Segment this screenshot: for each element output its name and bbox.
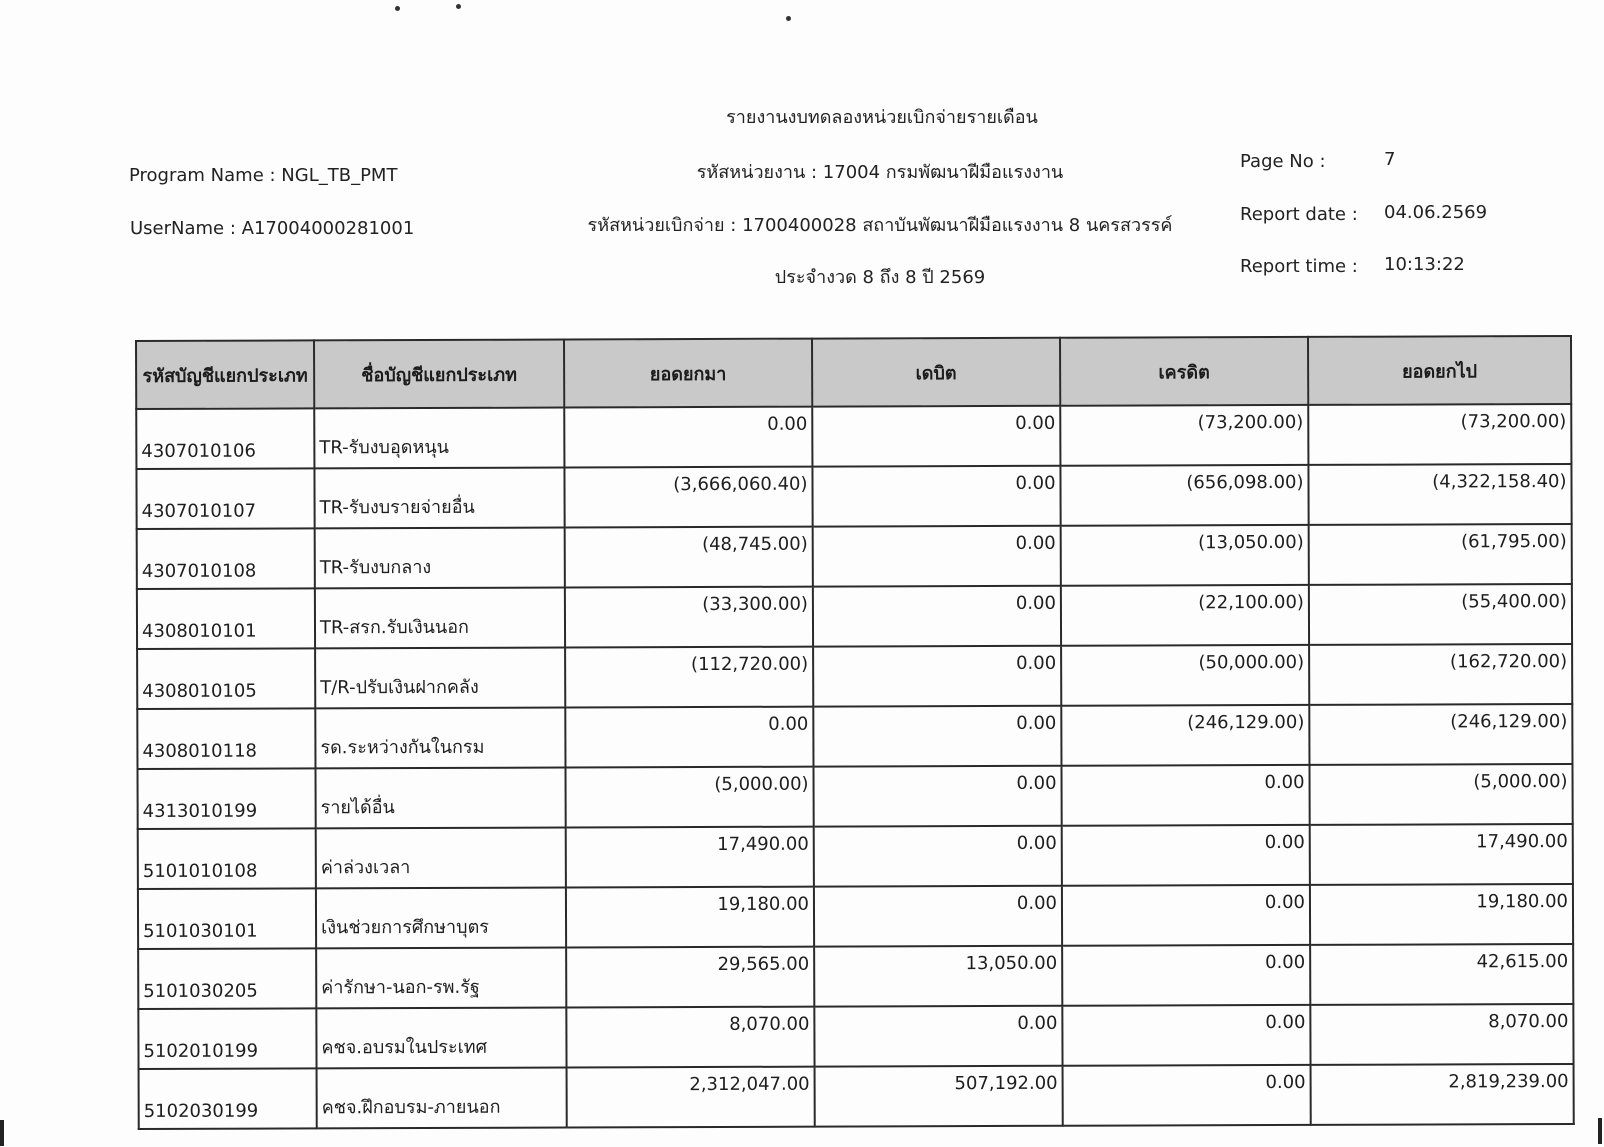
carried-forward-cell: (4,322,158.40) xyxy=(1308,464,1571,525)
table-row xyxy=(137,704,1572,769)
table-row xyxy=(138,944,1573,1009)
disbursement-unit: รหัสหน่วยเบิกจ่าย : 1700400028 สถาบันพัฒนาฝีมือแรงงาน 8 นครสวรรค์ xyxy=(587,215,1173,236)
carried-forward-cell: (61,795.00) xyxy=(1309,524,1572,585)
credit-cell: 0.00 xyxy=(1062,825,1310,886)
account-code-cell: 4308010101 xyxy=(137,588,315,649)
table-row xyxy=(136,404,1571,469)
table-row xyxy=(138,884,1573,949)
brought-forward-cell: 0.00 xyxy=(564,407,812,468)
carried-forward-cell: 19,180.00 xyxy=(1310,884,1573,945)
carried-forward-cell: (73,200.00) xyxy=(1308,404,1571,465)
credit-cell: (73,200.00) xyxy=(1060,405,1308,466)
debit-cell: 13,050.00 xyxy=(814,946,1062,1007)
debit-cell: 0.00 xyxy=(814,1006,1062,1067)
column-header-credit: เครดิต xyxy=(1060,337,1308,406)
carried-forward-cell: 8,070.00 xyxy=(1310,1004,1573,1065)
account-name-cell: T/R-ปรับเงินฝากคลัง xyxy=(315,648,565,709)
scan-edge-mark xyxy=(0,1120,4,1146)
brought-forward-cell: 19,180.00 xyxy=(566,887,814,948)
account-code-cell: 5102010199 xyxy=(138,1008,316,1069)
account-name-cell: TR-รับงบรายจ่ายอื่น xyxy=(314,468,564,529)
account-code-cell: 4313010199 xyxy=(137,768,315,829)
table-row xyxy=(138,1004,1573,1069)
account-code-cell: 4307010107 xyxy=(136,468,314,529)
brought-forward-cell: 0.00 xyxy=(565,707,813,768)
credit-cell: (50,000.00) xyxy=(1061,645,1309,706)
table-row xyxy=(139,1064,1574,1129)
credit-cell: 0.00 xyxy=(1062,1005,1310,1066)
agency-code: รหัสหน่วยงาน : 17004 กรมพัฒนาฝีมือแรงงาน xyxy=(696,162,1064,183)
scan-edge-mark xyxy=(1598,1118,1602,1144)
account-name-cell: ค่ารักษา-นอก-รพ.รัฐ xyxy=(316,947,566,1008)
account-name-cell: รายได้อื่น xyxy=(315,767,565,828)
credit-cell: 0.00 xyxy=(1061,765,1309,826)
brought-forward-cell: 17,490.00 xyxy=(566,827,814,888)
account-name-cell: ค่าล่วงเวลา xyxy=(316,827,566,888)
account-code-cell: 4308010105 xyxy=(137,648,315,709)
debit-cell: 0.00 xyxy=(814,826,1062,887)
username: UserName : A17004000281001 xyxy=(130,218,415,239)
credit-cell: (22,100.00) xyxy=(1061,585,1309,646)
report-date-value: 04.06.2569 xyxy=(1384,202,1488,223)
credit-cell: (246,129.00) xyxy=(1061,705,1309,766)
scan-speck xyxy=(786,16,791,21)
table-row xyxy=(136,464,1571,529)
table-row xyxy=(137,764,1572,829)
account-code-cell: 5102030199 xyxy=(139,1068,317,1129)
credit-cell: 0.00 xyxy=(1063,1065,1311,1126)
debit-cell: 0.00 xyxy=(813,586,1061,647)
brought-forward-cell: 8,070.00 xyxy=(566,1007,814,1068)
scan-speck xyxy=(395,6,400,11)
account-name-cell: เงินช่วยการศึกษาบุตร xyxy=(316,887,566,948)
column-header-account-name: ชื่อบัญชีแยกประเภท xyxy=(314,340,564,409)
account-name-cell: รด.ระหว่างกันในกรม xyxy=(315,708,565,769)
account-name-cell: TR-สรก.รับเงินนอก xyxy=(315,588,565,649)
account-name-cell: TR-รับงบอุดหนุน xyxy=(314,408,564,469)
page-no-value: 7 xyxy=(1384,149,1396,170)
debit-cell: 0.00 xyxy=(813,706,1061,767)
table-row xyxy=(137,644,1572,709)
debit-cell: 507,192.00 xyxy=(815,1066,1063,1127)
debit-cell: 0.00 xyxy=(812,406,1060,467)
carried-forward-cell: 42,615.00 xyxy=(1310,944,1573,1005)
carried-forward-cell: 17,490.00 xyxy=(1310,824,1573,885)
brought-forward-cell: (3,666,060.40) xyxy=(564,467,812,528)
brought-forward-cell: 2,312,047.00 xyxy=(567,1067,815,1128)
report-period: ประจำงวด 8 ถึง 8 ปี 2569 xyxy=(774,267,986,288)
credit-cell: 0.00 xyxy=(1062,885,1310,946)
brought-forward-cell: 29,565.00 xyxy=(566,947,814,1008)
program-name: Program Name : NGL_TB_PMT xyxy=(129,165,398,186)
brought-forward-cell: (33,300.00) xyxy=(565,587,813,648)
report-title: รายงานงบทดลองหน่วยเบิกจ่ายรายเดือน xyxy=(726,107,1038,128)
column-header-carried-forward: ยอดยกไป xyxy=(1308,336,1571,405)
report-time-value: 10:13:22 xyxy=(1384,254,1465,275)
debit-cell: 0.00 xyxy=(813,526,1061,587)
account-code-cell: 5101030101 xyxy=(138,888,316,949)
carried-forward-cell: (55,400.00) xyxy=(1309,584,1572,645)
account-code-cell: 4307010108 xyxy=(137,528,315,589)
column-header-brought-forward: ยอดยกมา xyxy=(564,339,812,408)
report-time-label: Report time : xyxy=(1240,256,1358,277)
debit-cell: 0.00 xyxy=(813,646,1061,707)
account-code-cell: 4308010118 xyxy=(137,708,315,769)
carried-forward-cell: (246,129.00) xyxy=(1309,704,1572,765)
account-code-cell: 5101010108 xyxy=(138,828,316,889)
scan-speck xyxy=(456,4,461,9)
table-row xyxy=(138,824,1573,889)
carried-forward-cell: 2,819,239.00 xyxy=(1311,1064,1574,1125)
credit-cell: (13,050.00) xyxy=(1061,525,1309,586)
table-row xyxy=(137,524,1572,589)
brought-forward-cell: (48,745.00) xyxy=(565,527,813,588)
table-header-row xyxy=(136,336,1571,409)
report-date-label: Report date : xyxy=(1240,204,1358,225)
column-header-debit: เดบิต xyxy=(812,338,1060,407)
table-row xyxy=(137,584,1572,649)
account-name-cell: TR-รับงบกลาง xyxy=(315,528,565,589)
carried-forward-cell: (5,000.00) xyxy=(1309,764,1572,825)
brought-forward-cell: (5,000.00) xyxy=(565,767,813,828)
debit-cell: 0.00 xyxy=(814,886,1062,947)
account-code-cell: 5101030205 xyxy=(138,948,316,1009)
page-no-label: Page No : xyxy=(1240,151,1326,172)
brought-forward-cell: (112,720.00) xyxy=(565,647,813,708)
debit-cell: 0.00 xyxy=(813,766,1061,827)
trial-balance-table xyxy=(135,335,1575,1130)
account-name-cell: คชจ.ฝึกอบรม-ภายนอก xyxy=(317,1067,567,1128)
carried-forward-cell: (162,720.00) xyxy=(1309,644,1572,705)
credit-cell: 0.00 xyxy=(1062,945,1310,1006)
account-name-cell: คชจ.อบรมในประเทศ xyxy=(316,1007,566,1068)
debit-cell: 0.00 xyxy=(812,466,1060,527)
trial-balance-table-wrap xyxy=(135,335,1573,1130)
credit-cell: (656,098.00) xyxy=(1060,465,1308,526)
column-header-account-code: รหัสบัญชีแยกประเภท xyxy=(136,340,314,409)
account-code-cell: 4307010106 xyxy=(136,408,314,469)
